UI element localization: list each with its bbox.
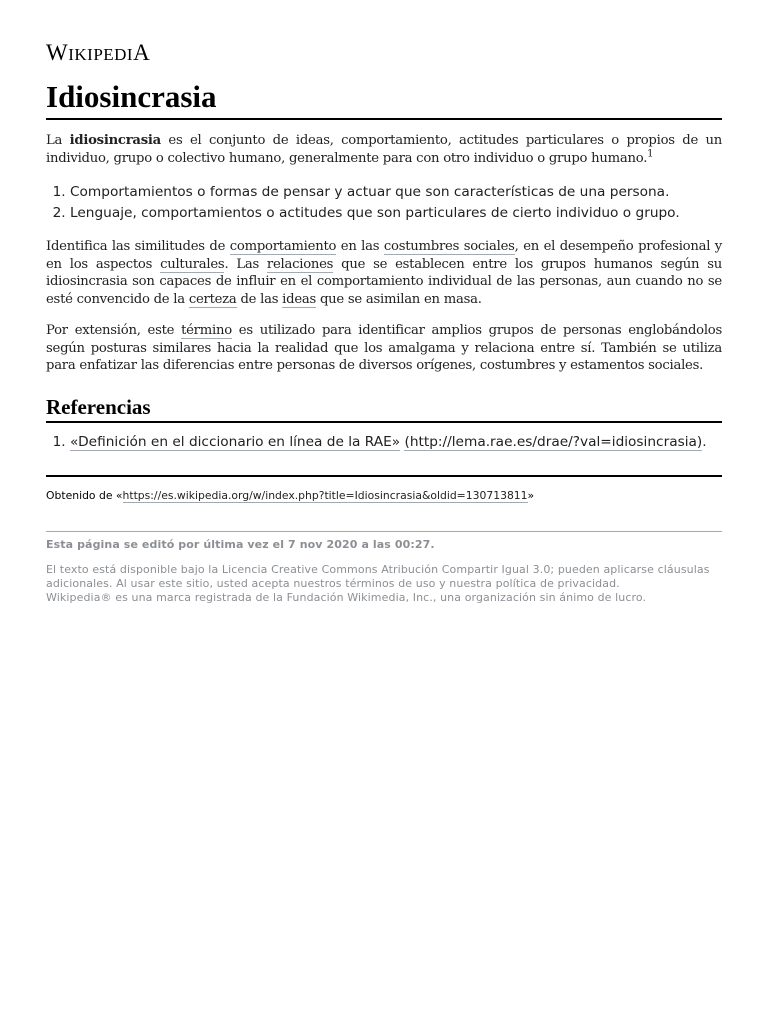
link-comportamiento[interactable]: comportamiento [229,239,337,254]
link-culturales[interactable]: culturales [160,256,225,272]
link-costumbres-sociales[interactable]: costumbres sociales [383,239,515,254]
link-certeza[interactable]: certeza [188,291,237,307]
logo-smallcaps: IKIPEDI [68,45,134,64]
trademark-line: Wikipedia® es una marca registrada de la Fundación Wikimedia, Inc., una organización sin ánimo de lucro. [46,591,647,604]
intro-paragraph: La idiosincrasia es el conjunto de ideas, comportamiento, actitudes particulares o propios de un individuo, grupo o colectivo humano, generalmente para con otro individuo o grupo humano.$^1$ [46,133,723,166]
reference-link-rae[interactable]: «Definición en el diccionario en línea de la RAE» [70,434,401,450]
intro-paragraph-block [46,132,722,167]
last-edited-text: Esta página se editó por última vez el 7 nov 2020 a las 00:27. [46,538,435,551]
license-line-1: El texto está disponible bajo la Licencia Creative Commons Atribución Compartir Igual 3.0; pueden aplicarse cláusulas [46,563,710,576]
paragraph-similarities-block [46,238,722,308]
page-title: Idiosincrasia [46,78,722,120]
references-list [46,432,722,453]
footer-divider [46,531,722,532]
definitions-list-block [46,182,722,224]
link-termino[interactable]: término [181,323,232,338]
references-list-block [46,432,722,453]
content-divider [46,475,722,477]
logo-letter-w: W [46,40,69,65]
list-item: 2. Lenguaje, comportamientos o actitudes que son particulares de cierto individuo o grupo. [70,203,722,224]
list-item: 1. Comportamientos o formas de pensar y actuar que son características de una persona. [70,182,722,203]
reference-marker[interactable]: 1 [647,148,654,160]
link-ideas[interactable]: ideas [282,291,317,307]
term-bold: idiosincrasia [69,133,161,148]
definitions-list [46,182,722,224]
paragraph-extension-block [46,322,722,375]
retrieved-from: Obtenido de «https://es.wikipedia.org/w/index.php?title=Idiosincrasia&oldid=130713811» [46,489,535,502]
reference-item: 1. «Definición en el diccionario en línea de la RAE» (http://lema.rae.es/drae/?val=idiosincrasia). [70,432,722,453]
reference-url[interactable]: (http://lema.rae.es/drae/?val=idiosincrasia) [404,434,703,450]
paragraph-extension: Por extensión, este término es utilizado para identificar amplios grupos de personas englobándolos según posturas similares hacia la realidad que los amalgama y relaciona entre sí. También se utiliza para enfatizar las diferencias entre personas de diversos orígenes, costumbres y estamentos sociales. [46,323,722,373]
license-line-2: adicionales. Al usar este sitio, usted acepta nuestros términos de uso y nuestra política de privacidad. [46,577,620,590]
permanent-link[interactable]: https://es.wikipedia.org/w/index.php?title=Idiosincrasia&oldid=130713811 [122,489,528,502]
paragraph-similarities: Identifica las similitudes de comportamiento en las costumbres sociales, en el desempeño profesional y en los aspectos culturales. Las relaciones que se establecen entre los grupos humanos según su idiosincrasia son capaces de influir en el comportamiento individual de las personas, aun cuando no se esté convencido de la certeza de las ideas que se asimilan en masa. [46,239,722,307]
footer-license-block [46,563,722,605]
logo-letter-a: A [133,40,151,65]
wikipedia-logo[interactable] [46,40,150,66]
references-heading: Referencias [46,394,722,423]
link-relaciones[interactable]: relaciones [266,256,334,272]
